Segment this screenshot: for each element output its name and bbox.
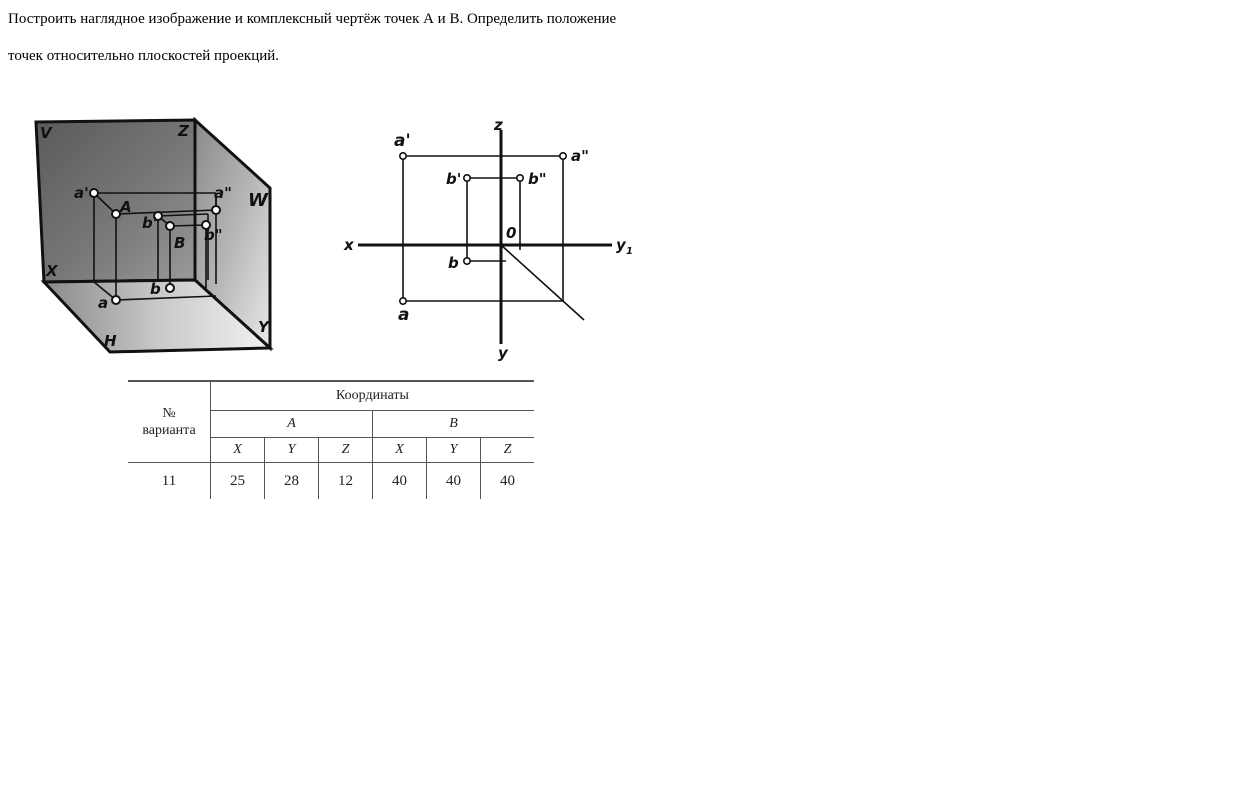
label-epure-a-front: a': [394, 131, 411, 151]
label-plane-v: V: [40, 124, 52, 142]
label-epure-y1-sub: 1: [626, 246, 633, 257]
label-a-front: a': [74, 184, 89, 202]
coordinates-header: Координаты: [211, 381, 535, 411]
label-a-top: a: [98, 294, 109, 312]
label-epure-origin: 0: [506, 224, 517, 242]
epure-point-b-side: [517, 175, 523, 181]
epure-point-b-top: [464, 258, 470, 264]
pictorial-drawing: [30, 110, 280, 365]
point-a-header: А: [211, 411, 373, 438]
label-epure-z: z: [494, 116, 503, 134]
task-text-line-2: точек относительно плоскостей проекций.: [8, 48, 280, 64]
label-plane-h: H: [104, 332, 117, 350]
variant-number: 11: [128, 463, 211, 500]
label-a-space: A: [120, 198, 132, 216]
point-a-front: [90, 189, 98, 197]
complex-drawing-svg: [336, 100, 636, 365]
label-axis-y: Y: [258, 318, 269, 336]
variant-header-label: варианта: [142, 423, 196, 438]
label-epure-x: x: [344, 236, 354, 254]
header-b-y: Y: [427, 438, 481, 463]
value-a-z: 12: [319, 463, 373, 500]
value-b-z: 40: [500, 472, 515, 489]
point-a-side: [212, 206, 220, 214]
label-a-side: a": [214, 184, 232, 202]
label-b-front: b': [142, 214, 158, 232]
label-plane-w: W: [248, 190, 268, 211]
label-b-top: b: [150, 280, 161, 298]
header-a-z: Z: [319, 438, 373, 463]
variant-header-number-sign: №: [162, 406, 176, 421]
value-b-y: 40: [427, 463, 481, 500]
header-b-x: X: [373, 438, 427, 463]
label-b-space: B: [174, 234, 186, 252]
task-text-line-1: Построить наглядное изображение и комплексный чертёж точек А и В. Определить положение: [8, 11, 617, 27]
point-a-top: [112, 296, 120, 304]
table-row: [128, 463, 534, 500]
label-epure-b-side: b": [528, 170, 547, 188]
point-b-linkage: [467, 178, 520, 261]
pictorial-svg: [30, 110, 280, 360]
label-epure-b-front: b': [446, 170, 462, 188]
point-b-top: [166, 284, 174, 292]
epure-point-a-top: [400, 298, 406, 304]
value-a-y: 28: [265, 463, 319, 500]
epure-point-b-front: [464, 175, 470, 181]
point-a-space: [112, 210, 120, 218]
label-epure-a-side: a": [571, 147, 589, 165]
header-a-y: Y: [265, 438, 319, 463]
value-a-x: 25: [211, 463, 265, 500]
constant-line: [501, 245, 584, 320]
label-epure-y1: y: [616, 236, 626, 254]
label-epure-a-top: a: [398, 305, 410, 325]
value-b-x: 40: [373, 463, 427, 500]
epure-point-a-front: [400, 153, 406, 159]
header-b-z: Z: [481, 438, 535, 463]
label-axis-x: X: [46, 262, 58, 280]
complex-drawing: [336, 100, 636, 370]
coordinates-table: [128, 380, 534, 499]
epure-point-a-side: [560, 153, 566, 159]
label-epure-y: y: [498, 344, 508, 362]
point-b-space: [166, 222, 174, 230]
point-b-header: В: [373, 411, 535, 438]
variant-header-cell: [128, 381, 211, 463]
label-b-side: b": [204, 226, 223, 244]
label-axis-z: Z: [178, 122, 189, 140]
header-a-x: X: [211, 438, 265, 463]
label-epure-b-top: b: [448, 254, 459, 272]
